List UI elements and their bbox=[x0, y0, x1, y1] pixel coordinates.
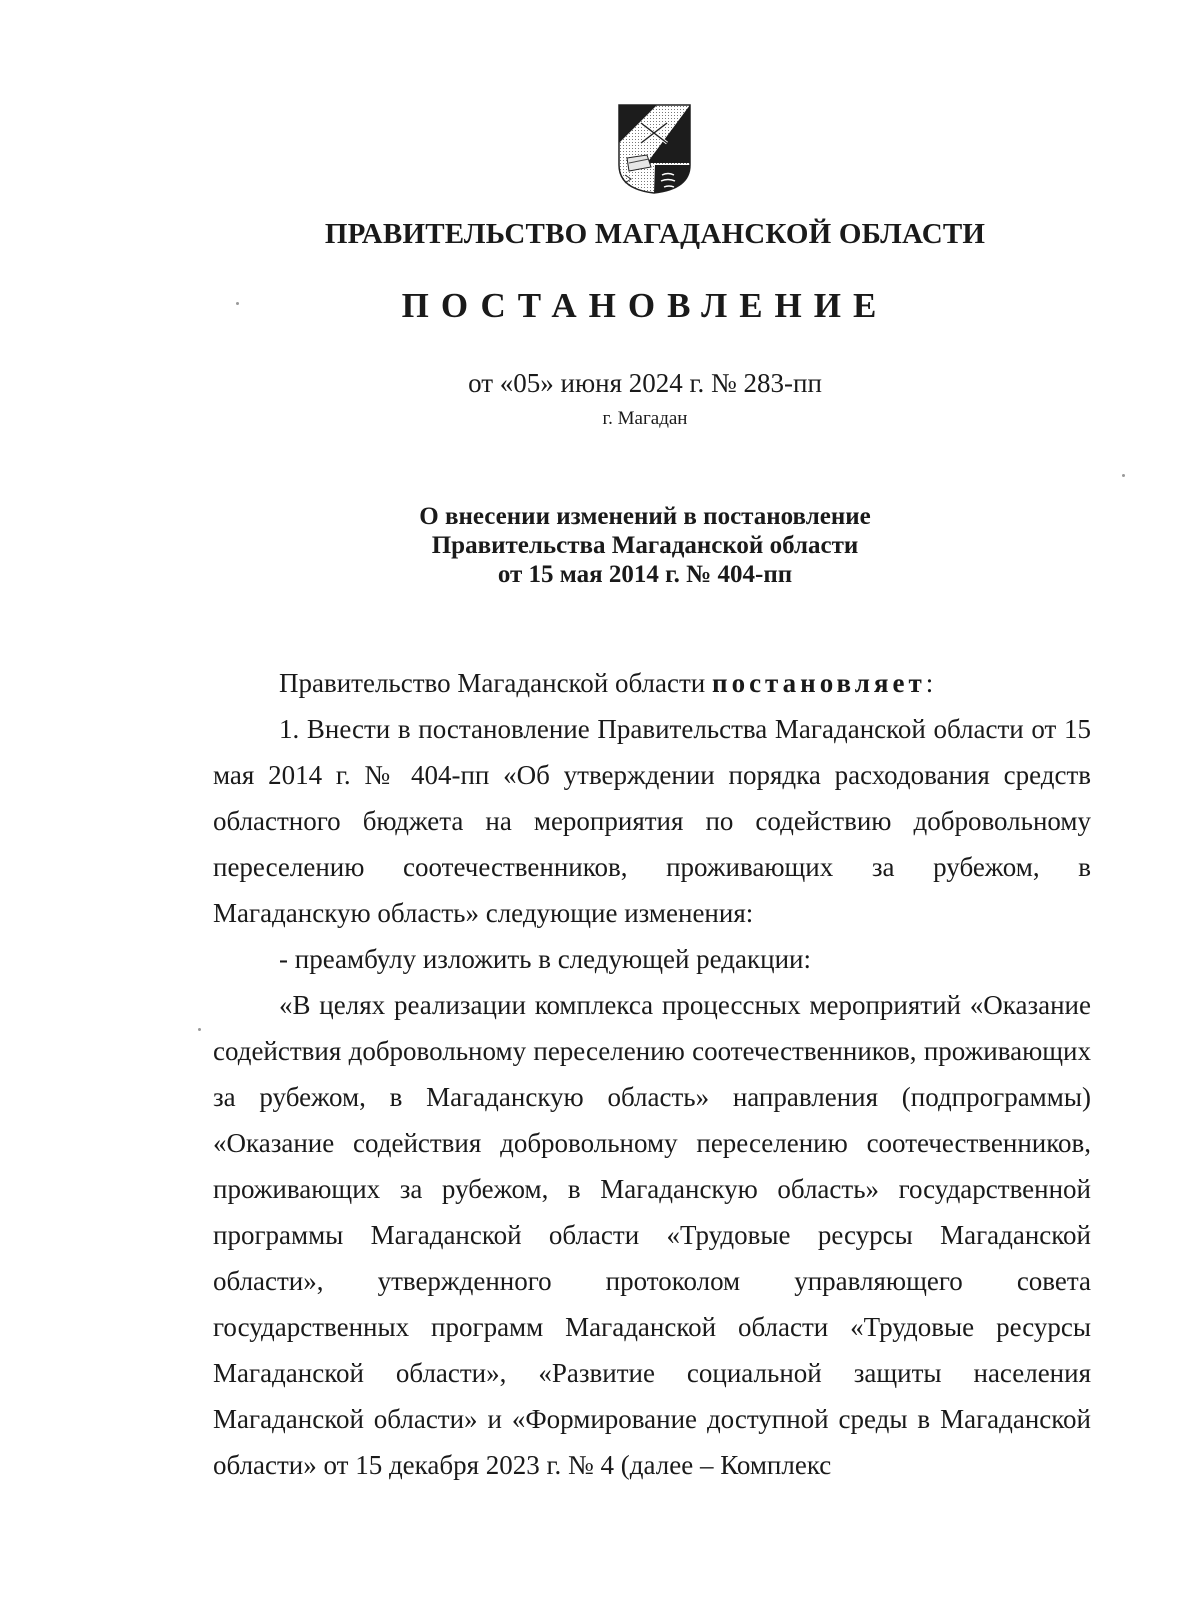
scan-speck bbox=[1122, 474, 1125, 477]
preamble-instruction: - преамбулу изложить в следующей редакции: bbox=[279, 944, 811, 974]
subject-line: Правительства Магаданской области bbox=[431, 532, 859, 559]
subject-line: О внесении изменений в постановление bbox=[419, 503, 871, 530]
document-subject bbox=[0, 502, 1200, 589]
opening-verb: постановляет bbox=[712, 668, 926, 698]
opening-paragraph bbox=[213, 660, 1091, 706]
document-body bbox=[213, 660, 1091, 1488]
item-1-paragraph: 1. Внести в постановление Правительства Магаданской области от 15 мая 2014 г. № 404-пп «Об утверждении порядка расходования средств областного бюджета на мероприятия по содействию добровольному переселению соотечественников, проживающих за рубежом, в Магаданскую область» следующие изменения: bbox=[213, 714, 1091, 928]
opening-colon: : bbox=[925, 668, 934, 698]
document-type-heading: ПОСТАНОВЛЕНИЕ bbox=[401, 286, 889, 325]
scan-speck bbox=[236, 302, 239, 305]
opening-text: Правительство Магаданской области bbox=[279, 668, 713, 698]
document-city: г. Магадан bbox=[602, 408, 688, 429]
magadan-coat-of-arms-icon bbox=[617, 103, 692, 195]
subject-line: от 15 мая 2014 г. № 404-пп bbox=[497, 561, 793, 588]
document-date-number: от «05» июня 2024 г. № 283-пп bbox=[468, 368, 822, 398]
preamble-text: «В целях реализации комплекса процессных мероприятий «Оказание содействия добровольному переселению соотечественников, проживающих за рубежом, в Магаданскую область» направления (подпрограммы) «Оказание содействия добровольному переселению соотечественников, проживающих за рубежом, в Магаданскую область» государственной программы Магаданской области «Трудовые ресурсы Магаданской области», утвержденного протоколом управляющего совета государственных программ Магаданской области «Трудовые ресурсы Магаданской области», «Развитие социальной защиты населения Магаданской области» и «Формирование доступной среды в Магаданской области» от 15 декабря 2023 г. № 4 (далее – Комплекс bbox=[213, 990, 1091, 1480]
organization-title: ПРАВИТЕЛЬСТВО МАГАДАНСКОЙ ОБЛАСТИ bbox=[324, 218, 986, 250]
scan-speck bbox=[198, 1028, 201, 1031]
